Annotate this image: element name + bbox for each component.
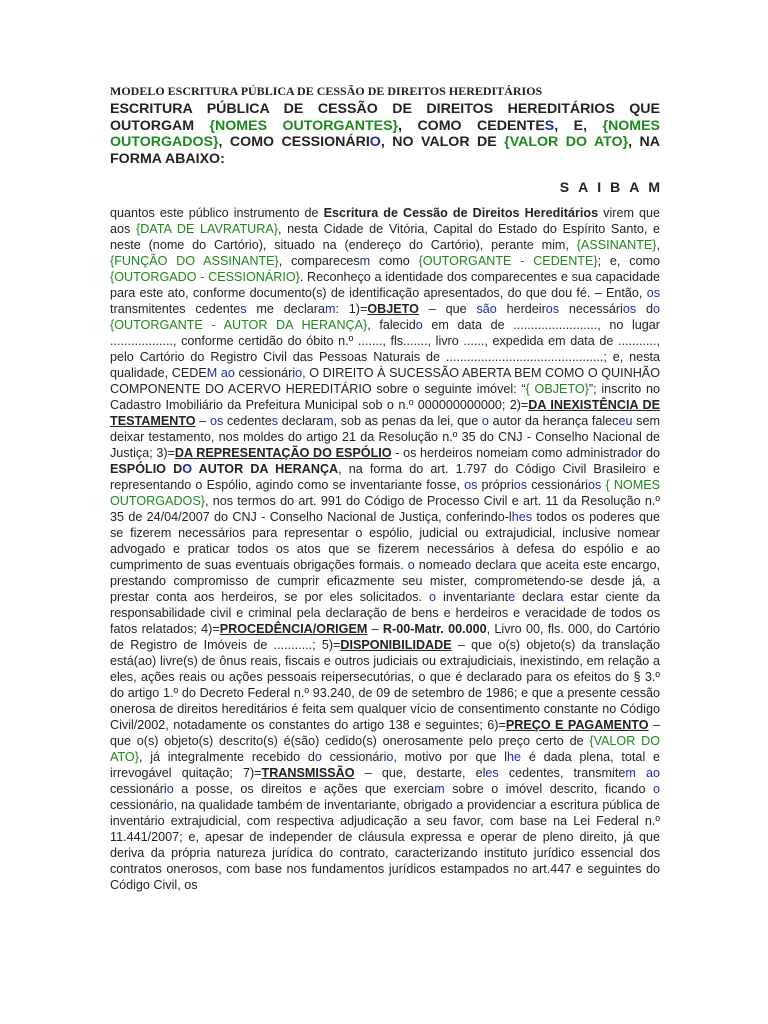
document-page (110, 84, 669, 893)
matricula: R-00-Matr. 00.000 (382, 622, 487, 636)
placeholder-nomes-outorgados-body: { NOMES OUTORGADOS} (110, 478, 660, 508)
clause-procedencia-origem: PROCEDÊNCIA/ORIGEM (219, 622, 368, 636)
clause-transmissao: TRANSMISSÃO (261, 766, 355, 780)
heading-text: , E, (554, 117, 603, 134)
heading-text: ESCRITURA PÚBLICA DE CESSÃO DE DIREITOS HEREDITÁRIOS QUE OUTORGAM (110, 101, 660, 134)
placeholder-assinante: {ASSINANTE} (576, 238, 657, 252)
clause-preco-pagamento: PREÇO E PAGAMENTO (505, 718, 649, 732)
model-title: MODELO ESCRITURA PÚBLICA DE CESSÃO DE DIREITOS HEREDITÁRIOS (110, 84, 543, 98)
heading-text: , NA FORMA ABAIXO: (110, 134, 660, 167)
placeholder-data-lavratura: {DATA DE LAVRATURA} (135, 222, 278, 236)
heading-text: , NO VALOR DE (380, 134, 505, 150)
deed-body: quantos este público instrumento de Escritura de Cessão de Direitos Hereditários virem que aos {DATA DE LAVRATURA}, nesta Cidade de Vitória, Capital do Estado do Espírito Santo, e neste (nome do Cartório), situado na (endereço do Cartório), perante mim, {ASSINANTE}, {FUNÇÃO DO ASSINANTE}, comparecesm como {OUTORGANTE - CEDENTE}; e, como {OUTORGADO - CESSIONÁRIO}. Reconheço a identidade dos comparecentes e sua capacidade para este ato, conforme documento(s) de identificação apresentados, do que dou fé. – Então, os transmitentes cedentes me declaram: 1)=OBJETO – que são herdeiros necessários do {OUTORGANTE - AUTOR DA HERANÇA}, falecido em data de ........................, no lugar .................., conforme certidão do óbito n.º ......., fls......., livro ......, expedida em data de ..........., pelo Cartório do Registro Civil das Pessoas Naturais de .............................................; e, nesta qualidade, CEDEM ao cessionário, O DIREITO À SUCESSÃO ABERTA BEM COMO O QUINHÃO COMPONENTE DO ACERVO HEREDITÁRIO sobre o seguinte imóvel: “{ OBJETO}”; inscrito no Cadastro Imobiliário da Prefeitura Municipal sob o n.º 000000000000; 2)=DA INEXISTÊNCIA DE TESTAMENTO – os cedentes declaram, sob as penas da lei, que o autor da herança faleceu sem deixar testamento, nos moldes do artigo 21 da Resolução n.º 35 do CNJ - Conselho Nacional de Justiça; 3)=DA REPRESENTAÇÃO DO ESPÓLIO - os herdeiros nomeiam como administrador do ESPÓLIO DO AUTOR DA HERANÇA, na forma do art. 1.797 do Código Civil Brasileiro e representando o Espólio, agindo como se inventariante fosse, os próprios cessionários { NOMES OUTORGADOS}, nos termos do art. 991 do Código de Processo Civil e art. 11 da Resolução n.º 35 de 24/04/2007 do CNJ - Conselho Nacional de Justiça, conferindo-lhes todos os poderes que se fizerem necessários para representar o espólio, judicial ou extrajudicial, inclusive nomear advogado e praticar todos os atos que se fizerem necessários à defesa do espólio e ao cumprimento de suas eventuais obrigações formais. o nomeado declara que aceita este encargo, prestando compromisso de cumprir eficazmente seu mister, comprometendo-se desde já, a prestar conta aos herdeiros, se por eles solicitados. o inventariante declara estar ciente da responsabilidade civil e criminal pela declaração de bens e herdeiros e veracidade de todos os fatos relatados; 4)=PROCEDÊNCIA/ORIGEM – R-00-Matr. 00.000, Livro 00, fls. 000, do Cartório de Registro de Imóveis de ...........; 5)=DISPONIBILIDADE – que o(s) objeto(s) da translação está(ao) livre(s) de ônus reais, fiscais e outros judiciais ou extrajudiciais, inexistindo, em relação a eles, ações reais ou ações pessoais reipersecutórias, o que é declarado para os efeitos do § 3.º do artigo 1.º do Decreto Federal n.º 93.240, de 09 de setembro de 1986; e que a presente cessão onerosa de direitos hereditários é feita sem qualquer vício de consentimento constante no Código Civil/2002, notadamente os constantes do artigo 138 e seguintes; 6)=PREÇO E PAGAMENTO – que o(s) objeto(s) descrito(s) é(são) cedido(s) onerosamente pelo preço certo de {VALOR DO ATO}, já integralmente recebido do cessionário, motivo por que lhe é dada plena, total e irrevogável quitação; 7)=TRANSMISSÃO – que, destarte, eles cedentes, transmitem ao cessionário a posse, os direitos e ações que exerciam sobre o imóvel descrito, ficando o cessionário, na qualidade também de inventariante, obrigado a providenciar a escritura pública de inventário extrajudicial, com respectiva adjudicação a seu favor, com base na Lei Federal n.º 11.441/2007; e, apesar de independer de cláusula expressa e operar de pleno direito, já que deriva da própria natureza jurídica do contrato, caracterizando instituto jurídico essencial dos contratos onerosos, com base nos fundamentos jurídicos estampados no art.447 e seguintes do Código Civil, os (110, 206, 661, 892)
clause-inexistencia-testamento: DA INEXISTÊNCIA DE TESTAMENTO (110, 398, 660, 428)
placeholder-nomes-outorgantes: {NOMES OUTORGANTES} (209, 117, 399, 134)
placeholder-outorgante-cedente: {OUTORGANTE - CEDENTE} (418, 254, 598, 268)
placeholder-valor-do-ato-body: {VALOR DO ATO} (110, 734, 660, 764)
clause-disponibilidade: DISPONIBILIDADE (340, 638, 452, 652)
placeholder-valor-do-ato: {VALOR DO ATO} (504, 134, 629, 150)
placeholder-autor-heranca: {OUTORGANTE - AUTOR DA HERANÇA} (110, 318, 368, 332)
heading-text-blue: S (544, 117, 555, 134)
clause-objeto: OBJETO (367, 302, 419, 316)
clause-representacao-espolio: DA REPRESENTAÇÃO DO ESPÓLIO (174, 446, 392, 460)
placeholder-nomes-outorgados: {NOMES OUTORGADOS} (110, 117, 660, 150)
placeholder-objeto: { OBJETO} (525, 382, 589, 396)
saibam-heading: SAIBAM (559, 179, 669, 195)
heading-text-blue: O (369, 134, 381, 150)
heading-text: , COMO CEDENTE (398, 117, 545, 134)
placeholder-funcao-assinante: {FUNÇÃO DO ASSINANTE} (110, 254, 279, 268)
deed-heading (110, 101, 660, 167)
deed-type: Escritura de Cessão de Direitos Hereditários (323, 206, 599, 220)
placeholder-outorgado-cessionario: {OUTORGADO - CESSIONÁRIO} (110, 270, 300, 284)
heading-text: , COMO CESSIONÁRI (218, 134, 370, 150)
